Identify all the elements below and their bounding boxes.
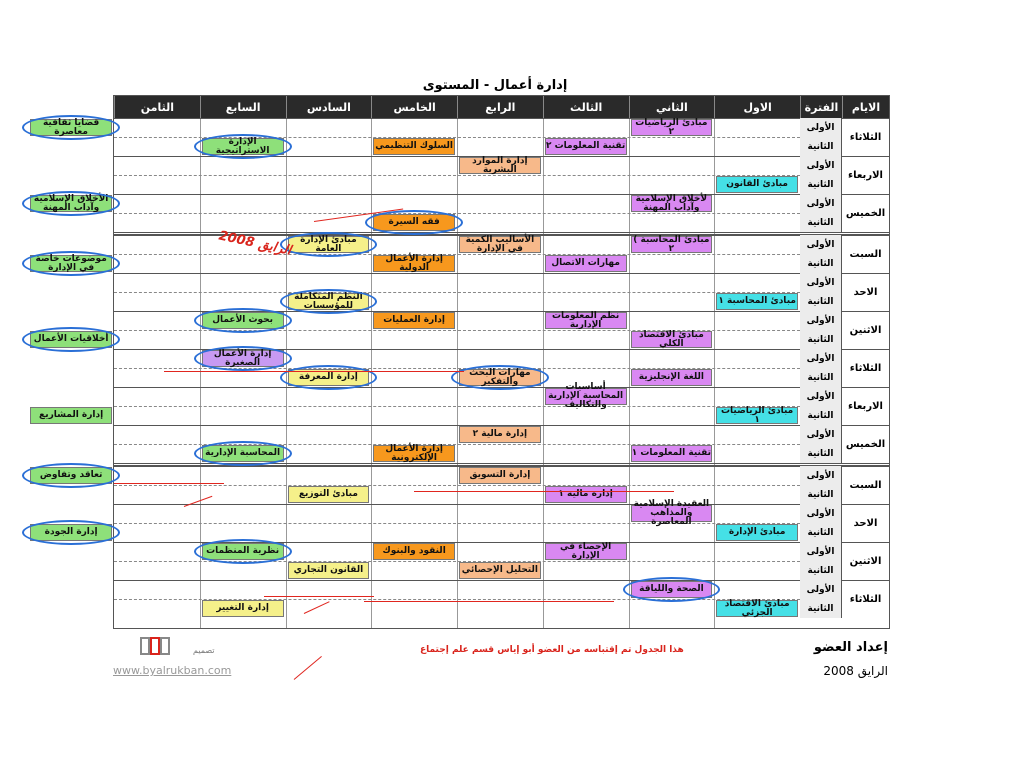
course-cell[interactable]: لأخلاق الإسلامية وآداب المهنة bbox=[631, 195, 713, 212]
period-cell: الثانية bbox=[800, 599, 842, 618]
course-cell[interactable]: إدارة التسويق bbox=[459, 467, 541, 484]
course-cell[interactable]: مبادئ الاقتصاد الكلي bbox=[631, 331, 713, 348]
annotation-circle bbox=[194, 539, 292, 564]
annotation-strike bbox=[304, 601, 330, 614]
course-cell[interactable]: إدارة الجودة bbox=[30, 524, 112, 541]
course-cell[interactable]: اللغة الإنجليزية bbox=[631, 369, 713, 386]
course-cell[interactable]: إدارة الأعمال الدولية bbox=[373, 255, 455, 272]
day-cell: الخميس bbox=[842, 194, 889, 232]
period-cell: الأولى bbox=[800, 156, 842, 175]
row-divider bbox=[114, 425, 800, 426]
period-cell: الأولى bbox=[800, 425, 842, 444]
course-cell[interactable]: الإدارة الاستراتيجية bbox=[202, 138, 284, 155]
course-cell[interactable]: مبادئ الإدارة العامة bbox=[288, 236, 370, 253]
course-cell[interactable]: النظم المتكاملة للمؤسسات bbox=[288, 293, 370, 310]
annotation-circle bbox=[22, 191, 120, 216]
course-cell[interactable]: أساسيات المحاسبة الإدارية والتكاليف bbox=[545, 388, 627, 405]
prepared-name: الرايق 2008 bbox=[823, 664, 888, 678]
header-col-4: الرابع bbox=[457, 96, 543, 118]
period-cell: الثانية bbox=[800, 561, 842, 580]
logo-caption: تصميم bbox=[193, 646, 215, 655]
course-cell[interactable]: التحليل الإحصائي bbox=[459, 562, 541, 579]
day-cell: الاربعاء bbox=[842, 387, 889, 425]
period-cell: الثانية bbox=[800, 292, 842, 311]
course-cell[interactable]: مهارات البحث والتفكير bbox=[459, 369, 541, 386]
annotation-circle bbox=[22, 327, 120, 352]
annotation-strike bbox=[264, 596, 374, 597]
course-cell[interactable]: المحاسبة الإدارية bbox=[202, 445, 284, 462]
course-cell[interactable]: مبادئ التوزيع bbox=[288, 486, 370, 503]
course-cell[interactable]: تقنية المعلومات ٢ bbox=[545, 138, 627, 155]
course-cell[interactable]: إدارة المعرفة bbox=[288, 369, 370, 386]
header-col-7: السابع bbox=[200, 96, 286, 118]
row-divider bbox=[114, 254, 800, 255]
period-cell: الأولى bbox=[800, 273, 842, 292]
course-cell[interactable]: الإحصاء في الإدارة bbox=[545, 543, 627, 560]
annotation-circle bbox=[280, 365, 378, 390]
course-cell[interactable]: الصحة واللياقة bbox=[631, 581, 713, 598]
period-cell: الثانية bbox=[800, 485, 842, 504]
footer-note: هذا الجدول تم إقتباسه من العضو أبو إياس قسم علم إجتماع bbox=[420, 645, 684, 655]
period-cell: الأولى bbox=[800, 118, 842, 137]
course-cell[interactable]: إدارة الأعمال الصغيرة bbox=[202, 350, 284, 367]
annotation-strike bbox=[114, 483, 224, 484]
annotation-strike bbox=[414, 491, 674, 492]
day-cell: الثلاثاء bbox=[842, 580, 889, 618]
course-cell[interactable]: نظم المعلومات الإدارية bbox=[545, 312, 627, 329]
header-col-8: الثامن bbox=[114, 96, 200, 118]
annotation-circle bbox=[451, 365, 549, 390]
course-cell[interactable]: مبادئ الاقتصاد الجزئي bbox=[716, 600, 798, 617]
header-col-5: الخامس bbox=[371, 96, 457, 118]
course-cell[interactable]: موضوعات خاصة في الإدارة bbox=[30, 255, 112, 272]
period-cell: الثانية bbox=[800, 175, 842, 194]
course-cell[interactable]: فقه السيرة bbox=[373, 214, 455, 231]
course-cell[interactable]: إدارة مالية ١ bbox=[545, 486, 627, 503]
header-col-1: الاول bbox=[714, 96, 800, 118]
annotation-circle bbox=[623, 577, 721, 602]
course-cell[interactable]: مبادئ المحاسبة ١ bbox=[716, 293, 798, 310]
course-cell[interactable]: مبادئ الرياضيات ٢ bbox=[631, 119, 713, 136]
prepared-by: إعداد العضو bbox=[813, 640, 888, 655]
annotation-strike bbox=[164, 371, 464, 372]
row-divider bbox=[114, 485, 800, 486]
day-cell: السبت bbox=[842, 235, 889, 273]
course-cell[interactable]: بحوث الأعمال bbox=[202, 312, 284, 329]
period-cell: الثانية bbox=[800, 330, 842, 349]
course-cell[interactable]: السلوك التنظيمي bbox=[373, 138, 455, 155]
row-divider bbox=[114, 387, 800, 388]
course-cell[interactable]: العقيدة الإسلامية والمذاهب المعاصرة bbox=[631, 505, 713, 522]
period-cell: الأولى bbox=[800, 194, 842, 213]
row-divider bbox=[114, 273, 800, 274]
header-col-3: الثالث bbox=[543, 96, 629, 118]
day-cell: الثلاثاء bbox=[842, 118, 889, 156]
day-cell: الاثنين bbox=[842, 542, 889, 580]
page-title: إدارة أعمال - المستوى bbox=[422, 78, 568, 93]
course-cell[interactable]: القانون التجاري bbox=[288, 562, 370, 579]
period-cell: الثانية bbox=[800, 368, 842, 387]
course-cell[interactable]: مبادئ المحاسبة ) ٢ bbox=[631, 236, 713, 253]
day-cell: الاثنين bbox=[842, 311, 889, 349]
course-cell[interactable]: إدارة مالية ٢ bbox=[459, 426, 541, 443]
period-cell: الثانية bbox=[800, 254, 842, 273]
site-link[interactable]: www.byalrukban.com bbox=[113, 664, 232, 677]
period-cell: الأولى bbox=[800, 542, 842, 561]
annotation-circle bbox=[22, 520, 120, 545]
period-cell: الأولى bbox=[800, 387, 842, 406]
row-divider bbox=[114, 292, 800, 293]
period-cell: الأولى bbox=[800, 580, 842, 599]
period-cell: الأولى bbox=[800, 349, 842, 368]
course-cell[interactable]: مهارات الاتصال bbox=[545, 255, 627, 272]
annotation-circle bbox=[280, 232, 378, 257]
header-days: الايام bbox=[842, 96, 889, 118]
header-col-6: السادس bbox=[286, 96, 372, 118]
day-cell: الثلاثاء bbox=[842, 349, 889, 387]
course-cell[interactable]: مبادئ الإدارة bbox=[716, 524, 798, 541]
header-period: الفترة bbox=[800, 96, 842, 118]
annotation-circle bbox=[22, 463, 120, 488]
annotation-circle bbox=[194, 441, 292, 466]
annotation-circle bbox=[22, 115, 120, 140]
annotation-circle bbox=[22, 251, 120, 276]
header-col-2: الثاني bbox=[629, 96, 715, 118]
annotation-circle bbox=[280, 289, 378, 314]
period-cell: الأولى bbox=[800, 466, 842, 485]
course-cell[interactable]: أخلاقيات الأعمال bbox=[30, 331, 112, 348]
course-cell[interactable]: تعاقد وتفاوض bbox=[30, 467, 112, 484]
period-cell: الثانية bbox=[800, 137, 842, 156]
annotation-circle bbox=[194, 308, 292, 333]
period-cell: الأولى bbox=[800, 235, 842, 254]
course-cell[interactable]: إدارة الموارد البشرية bbox=[459, 157, 541, 174]
day-cell: الخميس bbox=[842, 425, 889, 463]
course-cell[interactable]: مبادئ الرياضيات ١ bbox=[716, 407, 798, 424]
day-cell: الاحد bbox=[842, 504, 889, 542]
period-cell: الثانية bbox=[800, 406, 842, 425]
course-cell[interactable]: إدارة العمليات bbox=[373, 312, 455, 329]
period-cell: الثانية bbox=[800, 444, 842, 463]
day-cell: السبت bbox=[842, 466, 889, 504]
row-divider bbox=[114, 466, 800, 467]
period-cell: الأولى bbox=[800, 311, 842, 330]
course-cell[interactable]: النقود والبنوك bbox=[373, 543, 455, 560]
day-cell: الاحد bbox=[842, 273, 889, 311]
row-divider bbox=[114, 213, 800, 214]
course-cell[interactable]: قضايا ثقافية معاصرة bbox=[30, 119, 112, 136]
annotation-strike bbox=[294, 656, 322, 680]
annotation-strike bbox=[184, 496, 213, 507]
day-cell: الاربعاء bbox=[842, 156, 889, 194]
period-cell: الثانية bbox=[800, 213, 842, 232]
annotation-circle bbox=[365, 210, 463, 235]
period-cell: الثانية bbox=[800, 523, 842, 542]
course-cell[interactable]: مبادئ القانون bbox=[716, 176, 798, 193]
annotation-circle bbox=[194, 134, 292, 159]
schedule-table bbox=[33, 95, 890, 629]
course-cell[interactable]: نظرية المنظمات bbox=[202, 543, 284, 560]
stamp-text: الرايق 2008 bbox=[217, 228, 293, 259]
logo-icon bbox=[140, 635, 170, 657]
course-cell[interactable]: الأساليب الكمية في الإدارة bbox=[459, 236, 541, 253]
annotation-circle bbox=[194, 346, 292, 371]
row-divider bbox=[114, 406, 800, 407]
course-cell[interactable]: الأخلاق الإسلامية وآداب المهنة bbox=[30, 195, 112, 212]
course-cell[interactable]: إدارة المشاريع bbox=[30, 407, 112, 424]
course-cell[interactable]: تقنية المعلومات ١ bbox=[631, 445, 713, 462]
course-cell[interactable]: إدارة التغيير bbox=[202, 600, 284, 617]
course-cell[interactable]: إدارة الأعمال الإلكترونية bbox=[373, 445, 455, 462]
annotation-strike bbox=[364, 601, 614, 602]
row-divider bbox=[114, 175, 800, 176]
period-cell: الأولى bbox=[800, 504, 842, 523]
